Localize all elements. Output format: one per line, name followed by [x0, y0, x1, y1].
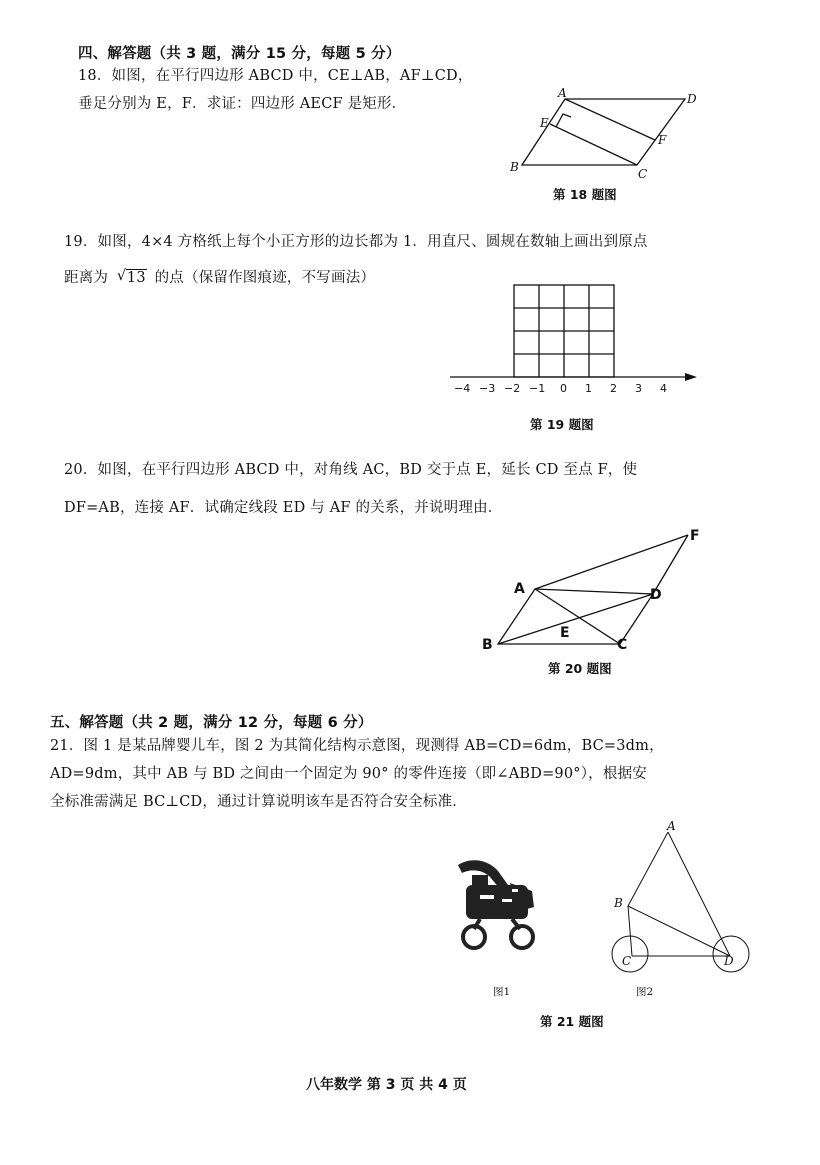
q18-segment-ce: [550, 124, 637, 165]
q21-label-d: D: [724, 954, 734, 968]
page-footer: 八年数学 第 3 页 共 4 页: [306, 1077, 467, 1093]
q18-label-a: A: [558, 86, 567, 100]
q19-axis-arrow: [685, 373, 697, 381]
q19-tick-4: 4: [660, 382, 667, 395]
q20-parallelogram: [498, 589, 653, 644]
q20-segment-af: [535, 535, 688, 589]
q19-text-line2: [64, 268, 375, 288]
q19-text-post: 的点（保留作图痕迹，不写画法）: [154, 270, 376, 286]
q19-tick-m3: −3: [479, 382, 496, 395]
q19-sqrt-radicand: 13: [126, 270, 146, 286]
q21-text-line1: 21．图 1 是某品牌婴儿车，图 2 为其简化结构示意图，现测得 AB=CD=6dm，BC=3dm，: [50, 738, 664, 754]
q19-tick-2: 2: [610, 382, 617, 395]
q19-tick-0: 0: [560, 382, 567, 395]
q21-structure-diagram: [600, 818, 770, 978]
q21-fig2-label: 图2: [636, 986, 654, 998]
q20-text-line1: 20．如图，在平行四边形 ABCD 中，对角线 AC，BD 交于点 E，延长 CD 至点 F，使: [64, 462, 638, 478]
q18-right-angle-mark: [556, 114, 571, 127]
q18-caption: 第 18 题图: [553, 187, 617, 202]
q20-label-c: C: [617, 637, 628, 653]
q20-label-a: A: [514, 581, 525, 597]
q18-label-f: F: [658, 133, 667, 147]
q19-sqrt: [117, 268, 147, 288]
q19-text-pre: 距离为: [64, 270, 109, 286]
q18-text-line2: 垂足分别为 E，F．求证：四边形 AECF 是矩形．: [78, 96, 407, 112]
q20-figure: [478, 525, 718, 655]
q21-label-b: B: [614, 896, 623, 910]
q21-stroller-photo: [450, 855, 545, 955]
q20-label-b: B: [482, 637, 493, 653]
q21-segment-ad: [668, 832, 730, 956]
q18-label-c: C: [638, 167, 648, 181]
q20-diagonal-ac: [535, 589, 620, 644]
q19-caption: 第 19 题图: [530, 417, 594, 432]
q21-segment-bc: [628, 906, 632, 956]
q19-figure: [445, 285, 705, 400]
q21-text-line3: 全标准需满足 BC⊥CD，通过计算说明该车是否符合安全标准．: [50, 794, 467, 810]
q19-tick-m1: −1: [529, 382, 546, 395]
q21-text-line2: AD=9dm，其中 AB 与 BD 之间由一个固定为 90° 的零件连接（即∠ABD=90°），根据安: [50, 766, 647, 782]
q20-segment-df: [653, 535, 688, 594]
q20-text-line2: DF=AB，连接 AF．试确定线段 ED 与 AF 的关系，并说明理由．: [64, 500, 503, 516]
q20-label-e: E: [560, 625, 570, 641]
q18-label-e: E: [540, 116, 549, 130]
section-4-heading: 四、解答题（共 3 题，满分 15 分，每题 5 分）: [78, 46, 401, 62]
q21-label-c: C: [622, 954, 632, 968]
q20-caption: 第 20 题图: [548, 661, 612, 676]
q21-caption: 第 21 题图: [540, 1014, 604, 1029]
q18-label-d: D: [687, 92, 697, 106]
q19-text-line1: 19．如图，4×4 方格纸上每个小正方形的边长都为 1．用直尺、圆规在数轴上画出到原点: [64, 234, 648, 250]
q20-label-f: F: [690, 528, 700, 544]
q18-label-b: B: [510, 160, 519, 174]
q19-tick-1: 1: [585, 382, 592, 395]
q18-segment-af: [565, 99, 655, 140]
q21-segment-bd: [628, 906, 730, 956]
q21-fig1-label: 图1: [493, 986, 511, 998]
q18-figure: [500, 85, 720, 185]
q19-tick-m2: −2: [504, 382, 521, 395]
section-5-heading: 五、解答题（共 2 题，满分 12 分，每题 6 分）: [50, 715, 373, 731]
q18-parallelogram: [522, 99, 685, 165]
q19-sqrt-sign: √: [116, 268, 127, 284]
q18-text-line1: 18．如图，在平行四边形 ABCD 中，CE⊥AB，AF⊥CD，: [78, 68, 473, 84]
q20-label-d: D: [650, 587, 662, 603]
q19-tick-m4: −4: [454, 382, 471, 395]
q21-label-a: A: [667, 819, 676, 833]
q19-tick-3: 3: [635, 382, 642, 395]
q21-segment-ab: [628, 832, 668, 906]
q20-diagonal-bd: [498, 594, 653, 644]
